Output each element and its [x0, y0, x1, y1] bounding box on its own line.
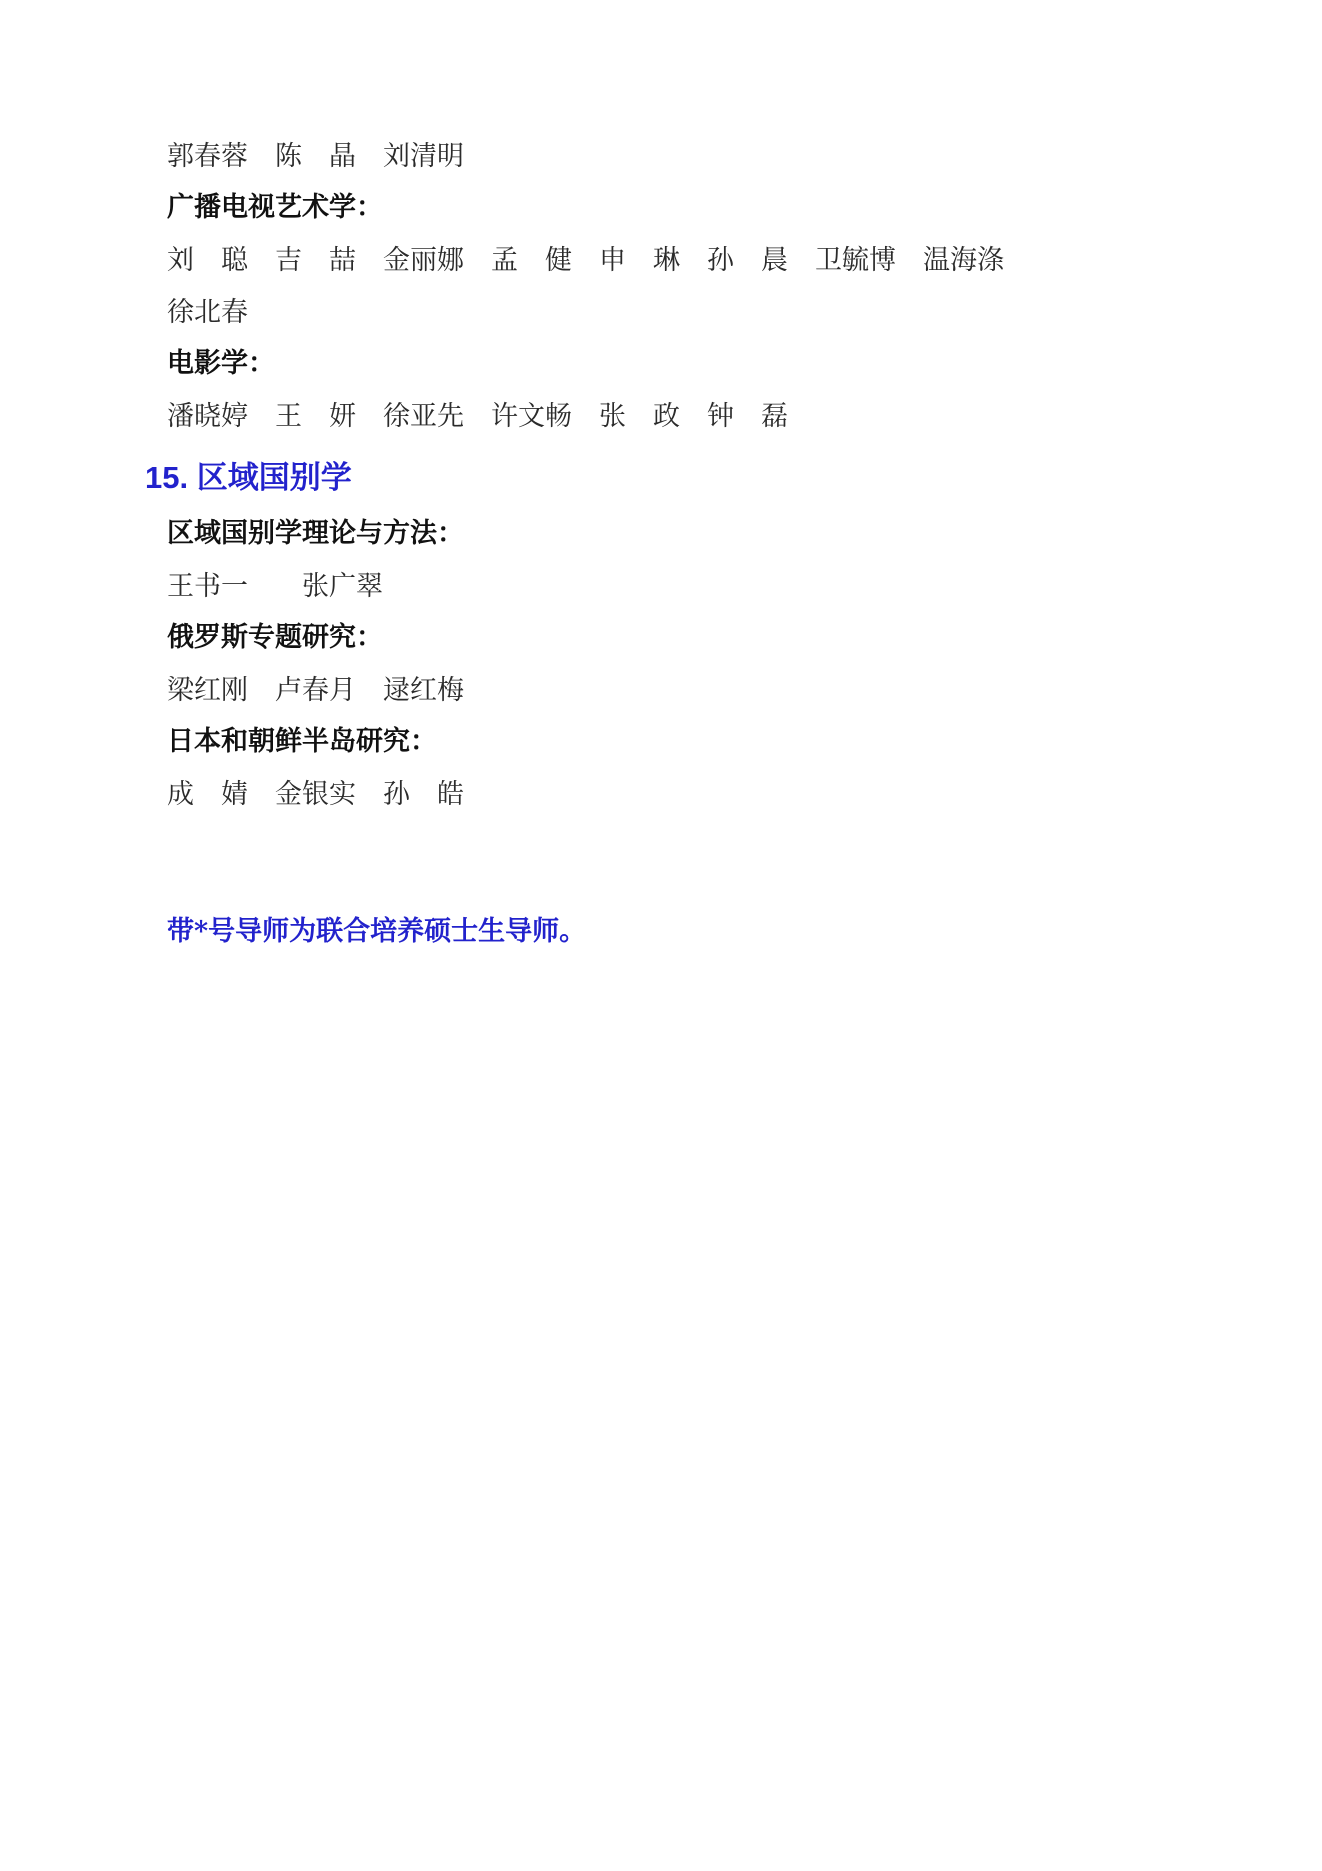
- document-body: [145, 130, 1175, 958]
- subheading-radio-tv-art: 广播电视艺术学：: [167, 192, 383, 223]
- paragraph-spacer: [145, 820, 1175, 846]
- subheading-area-studies-theory: 区域国别学理论与方法：: [167, 518, 464, 549]
- names-line-area-studies-theory-1: 王书一 张广翠: [167, 571, 383, 601]
- names-line-russia-studies-1: 梁红刚 卢春月 逯红梅: [167, 675, 464, 705]
- section-heading-area-studies: [145, 450, 1175, 506]
- section-title: 区域国别学: [196, 460, 352, 495]
- subheading-film-studies: 电影学：: [167, 348, 275, 379]
- subheading-russia-studies: 俄罗斯专题研究：: [167, 622, 383, 653]
- section-number: 15.: [145, 460, 189, 495]
- footnote-joint-supervisor: 带*号导师为联合培养硕士生导师。: [167, 916, 587, 947]
- names-line-film-studies-1: 潘晓婷 王 妍 徐亚先 许文畅 张 政 钟 磊: [167, 401, 788, 431]
- names-line-japan-korea-studies-1: 成 婧 金银实 孙 皓: [167, 779, 464, 809]
- subheading-japan-korea-studies: 日本和朝鲜半岛研究：: [167, 726, 437, 757]
- names-line-guangbo-prev: 郭春蓉 陈 晶 刘清明: [167, 141, 464, 171]
- names-line-radio-tv-art-1: 刘 聪 吉 喆 金丽娜 孟 健 申 琳 孙 晨 卫毓博 温海涤: [167, 245, 1004, 275]
- names-line-radio-tv-art-2: 徐北春: [167, 297, 248, 327]
